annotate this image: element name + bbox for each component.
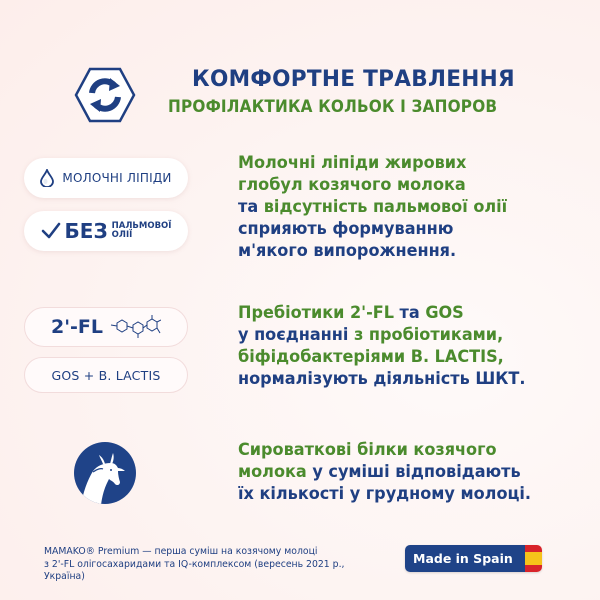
para-line: молока у суміші відповідають [238, 462, 521, 482]
goat-icon [73, 441, 137, 505]
footnote [44, 546, 344, 584]
para-line: глобул козячого молока [238, 175, 466, 195]
footnote-line: з 2'-FL олігосахаридами та IQ-комплексом (вересень 2021 р., [44, 558, 345, 570]
para-line: м'якого випорожнення. [238, 241, 457, 261]
section-whey-proteins [238, 439, 531, 505]
para-line: Сироваткові білки козячого [238, 440, 497, 460]
para-line: нормалізують діяльність ШКТ. [238, 369, 526, 389]
milk-lipids-badge [24, 158, 188, 198]
page-subtitle: ПРОФІЛАКТИКА КОЛЬОК І ЗАПОРОВ [168, 97, 498, 117]
section-prebiotics [238, 302, 525, 390]
digestion-cycle-icon [74, 67, 136, 123]
footnote-line: MAMAKO® Premium — перша суміш на козячому молоці [44, 546, 318, 557]
section-milk-lipids [238, 152, 507, 262]
para-line: їх кількості у грудному молоці. [238, 484, 532, 504]
no-palm-oil-badge [24, 211, 188, 251]
palm-oil-label-2: ОЛІЇ [111, 230, 133, 240]
para-line: та відсутність пальмової олії [238, 197, 508, 217]
milk-drop-icon [40, 169, 54, 187]
molecule-icon [109, 315, 161, 339]
palm-oil-label-1: ПАЛЬМОВОЇ [111, 221, 172, 231]
para-line: біфідобактеріями B. LACTIS, [238, 347, 504, 367]
made-in-spain-label: Made in Spain [405, 545, 525, 572]
checkmark-icon [41, 222, 61, 240]
milk-lipids-label: МОЛОЧНІ ЛІПІДИ [62, 171, 172, 185]
gos-badge [24, 357, 188, 393]
para-line: Пребіотики 2'-FL та GOS [238, 303, 464, 323]
para-line: сприяють формуванню [238, 219, 454, 239]
para-line: Молочні ліпіди жирових [238, 153, 467, 173]
footnote-line: Україна) [44, 571, 85, 582]
2fl-label: 2'-FL [50, 316, 103, 338]
para-line: у поєднанні з пробіотиками, [238, 325, 504, 345]
gos-label: GOS + B. LACTIS [51, 367, 161, 383]
no-label: БЕЗ [64, 219, 108, 243]
page-title: КОМФОРТНЕ ТРАВЛЕННЯ [192, 66, 515, 92]
2fl-badge [24, 307, 188, 347]
made-in-spain-badge [405, 545, 542, 572]
spain-flag-icon [525, 545, 542, 572]
